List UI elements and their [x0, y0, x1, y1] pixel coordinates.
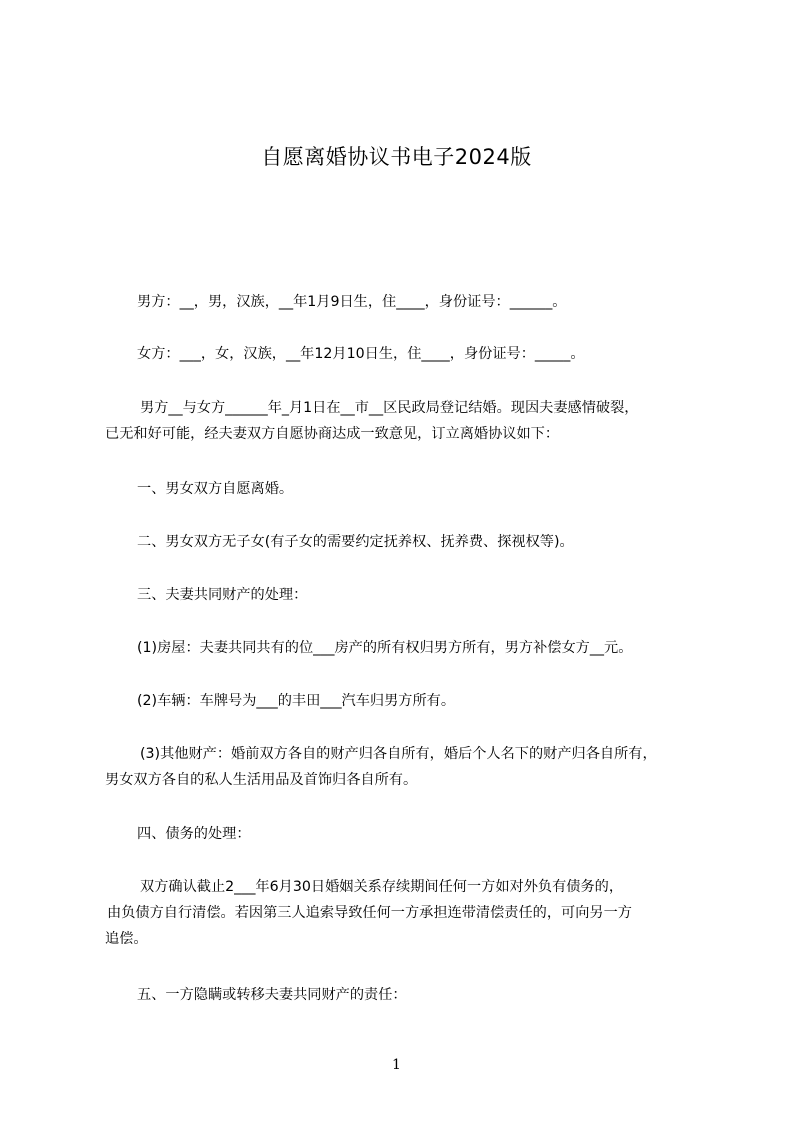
clause-2: 二、男女双方无子女(有子女的需要约定抚养权、抚养费、探视权等)。 [137, 534, 574, 550]
other-property-line-1: (3)其他财产：婚前双方各自的财产归各自所有，婚后个人名下的财产归各自所有， [140, 746, 657, 762]
marriage-line-1: 男方__与女方______年_月1日在__市__区民政局登记结婚。现因夫妻感情破裂， [140, 400, 639, 416]
marriage-paragraph [105, 395, 705, 447]
clause-1: 一、男女双方自愿离婚。 [137, 481, 294, 497]
debt-line-1: 双方确认截止2___年6月30日婚姻关系存续期间任何一方如对外负有债务的， [140, 879, 624, 895]
clause-3-3-other-property [105, 741, 705, 793]
marriage-line-2: 已无和好可能，经夫妻双方自愿协商达成一致意见，订立离婚协议如下： [105, 426, 560, 442]
clause-4: 四、债务的处理： [137, 826, 251, 842]
clause-3-1-housing: (1)房屋：夫妻共同共有的位___房产的所有权归男方所有，男方补偿女方__元。 [137, 640, 633, 656]
male-party-paragraph: 男方：__，男，汉族，__年1月9日生，住____，身份证号：______。 [137, 294, 567, 310]
clause-5: 五、一方隐瞒或转移夫妻共同财产的责任： [137, 987, 407, 1003]
debt-line-2: 由负债方自行清偿。若因第三人追索导致任何一方承担连带清偿责任的，可向另一方 [107, 905, 632, 921]
debt-line-3: 追偿。 [105, 931, 148, 947]
clause-3: 三、夫妻共同财产的处理： [137, 587, 308, 603]
debt-paragraph [105, 874, 705, 952]
page-number: 1 [392, 1057, 401, 1073]
document-title: 自愿离婚协议书电子2024版 [261, 145, 532, 169]
other-property-line-2: 男女双方各自的私人生活用品及首饰归各自所有。 [105, 772, 418, 788]
female-party-paragraph: 女方：___，女，汉族，__年12月10日生，住____，身份证号：_____。 [137, 346, 585, 362]
clause-3-2-vehicle: (2)车辆：车牌号为___的丰田___汽车归男方所有。 [137, 693, 456, 709]
